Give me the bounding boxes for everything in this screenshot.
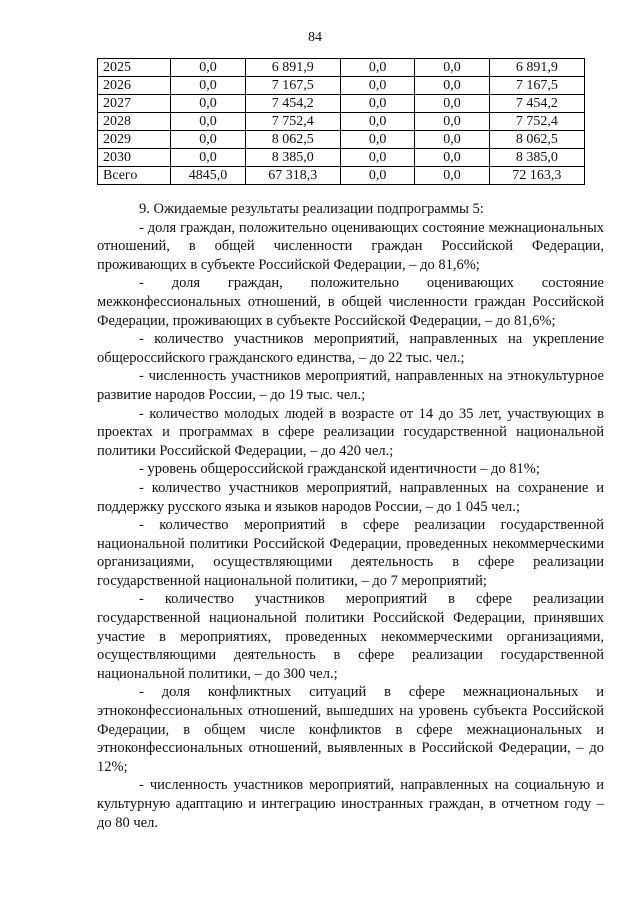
table-cell-value: 0,0 — [171, 131, 245, 149]
funding-table-body — [98, 59, 585, 185]
table-cell-value: 0,0 — [171, 113, 245, 131]
table-cell-value: 8 062,5 — [245, 131, 340, 149]
table-cell-value: 7 454,2 — [245, 95, 340, 113]
table-row — [98, 95, 585, 113]
table-row — [98, 131, 585, 149]
table-cell-value: 0,0 — [171, 59, 245, 77]
expected-result-item: - численность участников мероприятий, направленных на этнокультурное развитие народов России, – до 19 тыс. чел.; — [97, 368, 604, 403]
table-cell-value: 0,0 — [415, 149, 489, 167]
table-cell-value: 0,0 — [340, 149, 414, 167]
table-cell-year: 2028 — [98, 113, 171, 131]
table-cell-value: 0,0 — [340, 77, 414, 95]
table-cell-value: 0,0 — [415, 95, 489, 113]
expected-result-item: - количество участников мероприятий, направленных на укрепление общероссийского гражданского единства, – до 22 тыс. чел.; — [97, 331, 604, 366]
funding-table — [97, 58, 585, 185]
table-cell-value: 0,0 — [415, 77, 489, 95]
table-cell-value: 7 752,4 — [245, 113, 340, 131]
table-cell-value: 6 891,9 — [245, 59, 340, 77]
table-row — [98, 113, 585, 131]
table-cell-value: 7 454,2 — [489, 95, 584, 113]
expected-results-list — [97, 219, 604, 833]
table-cell-value: 0,0 — [415, 131, 489, 149]
table-cell-value: 0,0 — [340, 131, 414, 149]
expected-result-item: - количество участников мероприятий, направленных на сохранение и поддержку русского языка и языков народов России, – до 1 045 чел.; — [97, 479, 604, 515]
table-cell-value: 0,0 — [171, 77, 245, 95]
table-cell-value: 0,0 — [171, 95, 245, 113]
expected-result-item: - уровень общероссийской гражданской идентичности – до 81%; — [139, 461, 540, 478]
table-cell-value: 6 891,9 — [489, 59, 584, 77]
table-cell-year: 2030 — [98, 149, 171, 167]
table-cell-value: 0,0 — [415, 59, 489, 77]
table-cell-year: 2029 — [98, 131, 171, 149]
expected-result-item: - доля конфликтных ситуаций в сфере межнациональных и этноконфессиональных отношений, вышедших на уровень субъекта Российской Федерации, в общем числе конфликтов в сфере межнациональных и этноконфессиональных отношений, выявленных в Российской Федерации, – до 12%; — [97, 684, 604, 775]
table-cell-value: 7 752,4 — [489, 113, 584, 131]
table-cell-value: 0,0 — [415, 167, 489, 185]
expected-result-item: - количество молодых людей в возрасте от 14 до 35 лет, участвующих в проектах и программах в сфере реализации государственной национальной политики Российской Федерации, – до 420 чел.; — [97, 405, 604, 459]
table-cell-value: 67 318,3 — [245, 167, 340, 185]
table-cell-value: 8 062,5 — [489, 131, 584, 149]
table-cell-value: 8 385,0 — [489, 149, 584, 167]
table-cell-value: 0,0 — [340, 59, 414, 77]
table-row — [98, 167, 585, 185]
table-cell-year: Всего — [98, 167, 171, 185]
table-cell-value: 4845,0 — [171, 167, 245, 185]
table-cell-value: 0,0 — [171, 149, 245, 167]
section-heading: 9. Ожидаемые результаты реализации подпрограммы 5: — [139, 201, 484, 217]
table-cell-year: 2025 — [98, 59, 171, 77]
expected-result-item: - доля граждан, положительно оценивающих состояние межконфессиональных отношений, в общей численности граждан Российской Федерации, проживающих в субъекте Российской Федерации, – до 81,6%; — [97, 275, 604, 329]
expected-result-item: - количество мероприятий в сфере реализации государственной национальной политики Российской Федерации, проведенных некоммерческими организациями, осуществляющими деятельность в сфере реализации государственной национальной политики, – до 7 мероприятий; — [97, 517, 604, 589]
table-cell-value: 72 163,3 — [489, 167, 584, 185]
table-cell-year: 2026 — [98, 77, 171, 95]
table-cell-value: 0,0 — [340, 167, 414, 185]
table-cell-value: 8 385,0 — [245, 149, 340, 167]
table-cell-value: 0,0 — [415, 113, 489, 131]
expected-result-item: - доля граждан, положительно оценивающих состояние межнациональных отношений, в общей численности граждан Российской Федерации, проживающих в субъекте Российской Федерации, – до 81,6%; — [97, 219, 604, 273]
table-row — [98, 149, 585, 167]
expected-results-section — [97, 200, 604, 832]
table-cell-year: 2027 — [98, 95, 171, 113]
table-cell-value: 0,0 — [340, 95, 414, 113]
table-row — [98, 77, 585, 95]
expected-result-item: - численность участников мероприятий, направленных на социальную и культурную адаптацию и интеграцию иностранных граждан, в отчетном году – до 80 чел. — [97, 777, 604, 831]
table-cell-value: 7 167,5 — [489, 77, 584, 95]
page-number: 84 — [308, 30, 322, 45]
table-cell-value: 7 167,5 — [245, 77, 340, 95]
table-row — [98, 59, 585, 77]
table-cell-value: 0,0 — [340, 113, 414, 131]
expected-result-item: - количество участников мероприятий в сфере реализации государственной национальной политики Российской Федерации, принявших участие в мероприятиях, проведенных некоммерческими организациями, осуществляющими деятельность в сфере реализации государственной национальной политики, – до 300 чел.; — [97, 591, 604, 682]
